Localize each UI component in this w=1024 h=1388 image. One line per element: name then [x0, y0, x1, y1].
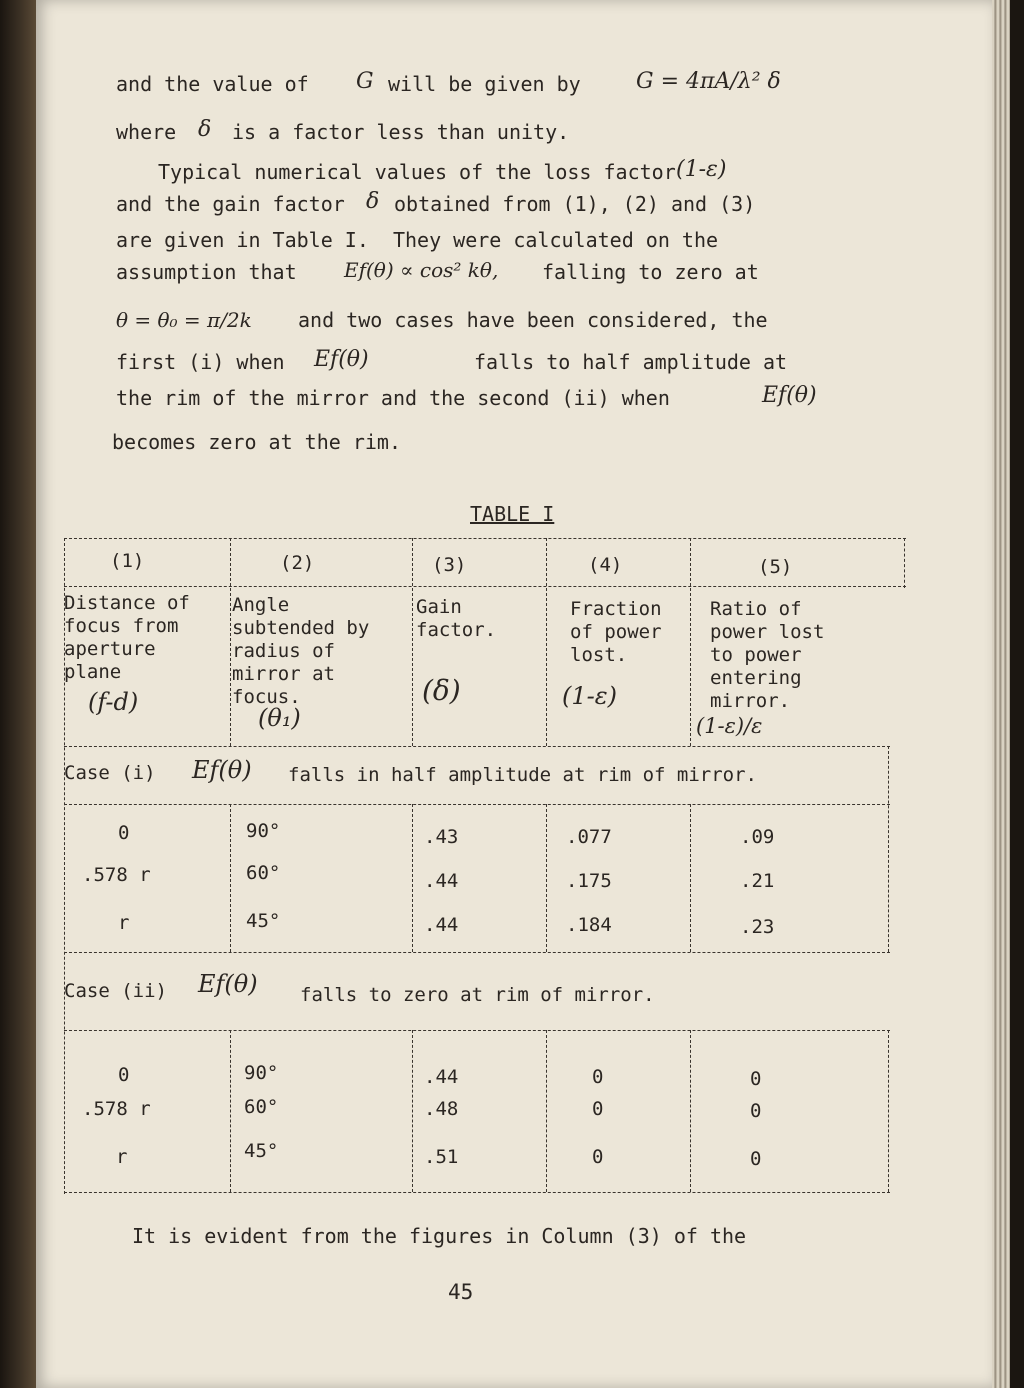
c2-r1-col2: 90°: [244, 1062, 279, 1084]
c2-r2-col3: .48: [424, 1098, 459, 1120]
c2-r1-col5: 0: [750, 1068, 762, 1090]
case-2-symbol: Ef(θ): [198, 970, 258, 998]
symbol-delta: δ: [198, 117, 212, 142]
table-col-divider: [412, 804, 413, 952]
header-col-3: Gain factor.: [416, 596, 497, 641]
header-col-4: Fraction of power lost.: [570, 598, 662, 666]
table-col-divider: [230, 1030, 231, 1192]
c2-r3-col3: .51: [424, 1146, 459, 1168]
col-number-2: (2): [280, 552, 315, 574]
table-col-divider: [412, 538, 413, 746]
case-1-description: falls in half amplitude at rim of mirror.: [288, 764, 757, 786]
text-line-1b: will be given by: [388, 72, 581, 96]
text-p2-l6b: falls to half amplitude at: [474, 350, 788, 374]
c1-r3-col5: .23: [740, 916, 775, 938]
c1-r3-col3: .44: [424, 914, 459, 936]
c2-r3-col5: 0: [750, 1148, 762, 1170]
header-col-1: Distance of focus from aperture plane: [64, 592, 190, 683]
text-p2-l6a: first (i) when: [116, 350, 285, 374]
book-binding: [0, 0, 36, 1388]
text-p2-l1: Typical numerical values of the loss factor: [158, 160, 676, 184]
symbol-gain-factor: δ: [366, 189, 380, 214]
header-symbol-3: (δ): [422, 674, 461, 707]
table-rule: [64, 1030, 890, 1031]
c1-r1-col1: 0: [118, 822, 130, 844]
formula-assumption: Ef(θ) ∝ cos² kθ,: [344, 258, 499, 282]
c1-r2-col4: .175: [566, 870, 612, 892]
c2-r2-col4: 0: [592, 1098, 604, 1120]
document-page: [36, 0, 992, 1388]
table-border-right: [904, 538, 905, 588]
text-p2-l2a: and the gain factor: [116, 192, 345, 216]
c1-r2-col3: .44: [424, 870, 459, 892]
footer-text: It is evident from the figures in Column (3) of the: [132, 1224, 747, 1248]
table-rule: [64, 746, 890, 747]
header-col-5: Ratio of power lost to power entering mirror.: [710, 598, 825, 712]
header-col-2: Angle subtended by radius of mirror at focus.: [232, 594, 370, 708]
text-p2-l7a: the rim of the mirror and the second (ii) when: [116, 386, 670, 410]
symbol-loss-factor: (1-ε): [676, 157, 727, 182]
text-p2-l3: are given in Table I. They were calculated on the: [116, 228, 719, 252]
header-symbol-1: (f-d): [88, 688, 139, 716]
text-line-2b: is a factor less than unity.: [232, 120, 570, 144]
formula-theta-zero: θ = θ₀ = π/2k: [116, 308, 252, 332]
table-col-divider: [546, 538, 547, 746]
table-col-divider: [546, 804, 547, 952]
table-title: TABLE I: [470, 502, 555, 526]
case-1-label: Case (i): [64, 762, 156, 784]
text-p2-l2b: obtained from (1), (2) and (3): [394, 192, 756, 216]
c1-r2-col5: .21: [740, 870, 775, 892]
table-col-divider: [230, 804, 231, 952]
table-border-right: [888, 1030, 889, 1192]
case-2-description: falls to zero at rim of mirror.: [300, 984, 655, 1006]
text-p2-l5b: and two cases have been considered, the: [298, 308, 768, 332]
col-number-1: (1): [110, 550, 145, 572]
text-line-1a: and the value of: [116, 72, 309, 96]
c1-r2-col2: 60°: [246, 862, 281, 884]
text-p2-l4a: assumption that: [116, 260, 297, 284]
page-number: 45: [448, 1280, 474, 1304]
c1-r1-col3: .43: [424, 826, 459, 848]
col-number-4: (4): [588, 554, 623, 576]
c1-r1-col2: 90°: [246, 820, 281, 842]
table-col-divider: [690, 538, 691, 746]
text-line-2a: where: [116, 120, 177, 144]
table-col-divider: [546, 1030, 547, 1192]
c1-r1-col4: .077: [566, 826, 612, 848]
c2-r3-col2: 45°: [244, 1140, 279, 1162]
c2-r3-col4: 0: [592, 1146, 604, 1168]
table-col-divider: [690, 804, 691, 952]
book-cover-edge: [1010, 0, 1024, 1388]
c2-r1-col3: .44: [424, 1066, 459, 1088]
table-rule: [64, 586, 906, 587]
header-symbol-2: (θ₁): [258, 704, 301, 732]
formula-Ef-2: Ef(θ): [762, 383, 817, 408]
text-p2-l8: becomes zero at the rim.: [112, 430, 401, 454]
c1-r1-col5: .09: [740, 826, 775, 848]
case-2-label: Case (ii): [64, 980, 167, 1002]
c2-r1-col1: 0: [118, 1064, 130, 1086]
c1-r2-col1: .578 r: [82, 864, 151, 886]
c2-r2-col2: 60°: [244, 1096, 279, 1118]
header-symbol-5: (1-ε)/ε: [696, 714, 763, 738]
c1-r3-col1: r: [118, 912, 130, 934]
table-col-divider: [230, 538, 231, 746]
col-number-3: (3): [432, 554, 467, 576]
c2-r1-col4: 0: [592, 1066, 604, 1088]
c2-r2-col5: 0: [750, 1100, 762, 1122]
table-border-bottom: [64, 1192, 890, 1193]
table-col-divider: [690, 1030, 691, 1192]
col-number-5: (5): [758, 556, 793, 578]
table-border-right: [888, 746, 889, 952]
formula-gain: G = 4πA/λ² δ: [636, 69, 781, 94]
c1-r3-col2: 45°: [246, 910, 281, 932]
text-p2-l4b: falling to zero at: [542, 260, 759, 284]
header-symbol-4: (1-ε): [562, 682, 617, 710]
symbol-G: G: [356, 69, 374, 94]
table-rule: [64, 804, 890, 805]
case-1-symbol: Ef(θ): [192, 756, 252, 784]
table-border-top: [64, 538, 906, 539]
c2-r2-col1: .578 r: [82, 1098, 151, 1120]
table-col-divider: [412, 1030, 413, 1192]
c2-r3-col1: r: [116, 1146, 128, 1168]
table-rule: [64, 952, 890, 953]
formula-Ef-1: Ef(θ): [314, 347, 369, 372]
c1-r3-col4: .184: [566, 914, 612, 936]
